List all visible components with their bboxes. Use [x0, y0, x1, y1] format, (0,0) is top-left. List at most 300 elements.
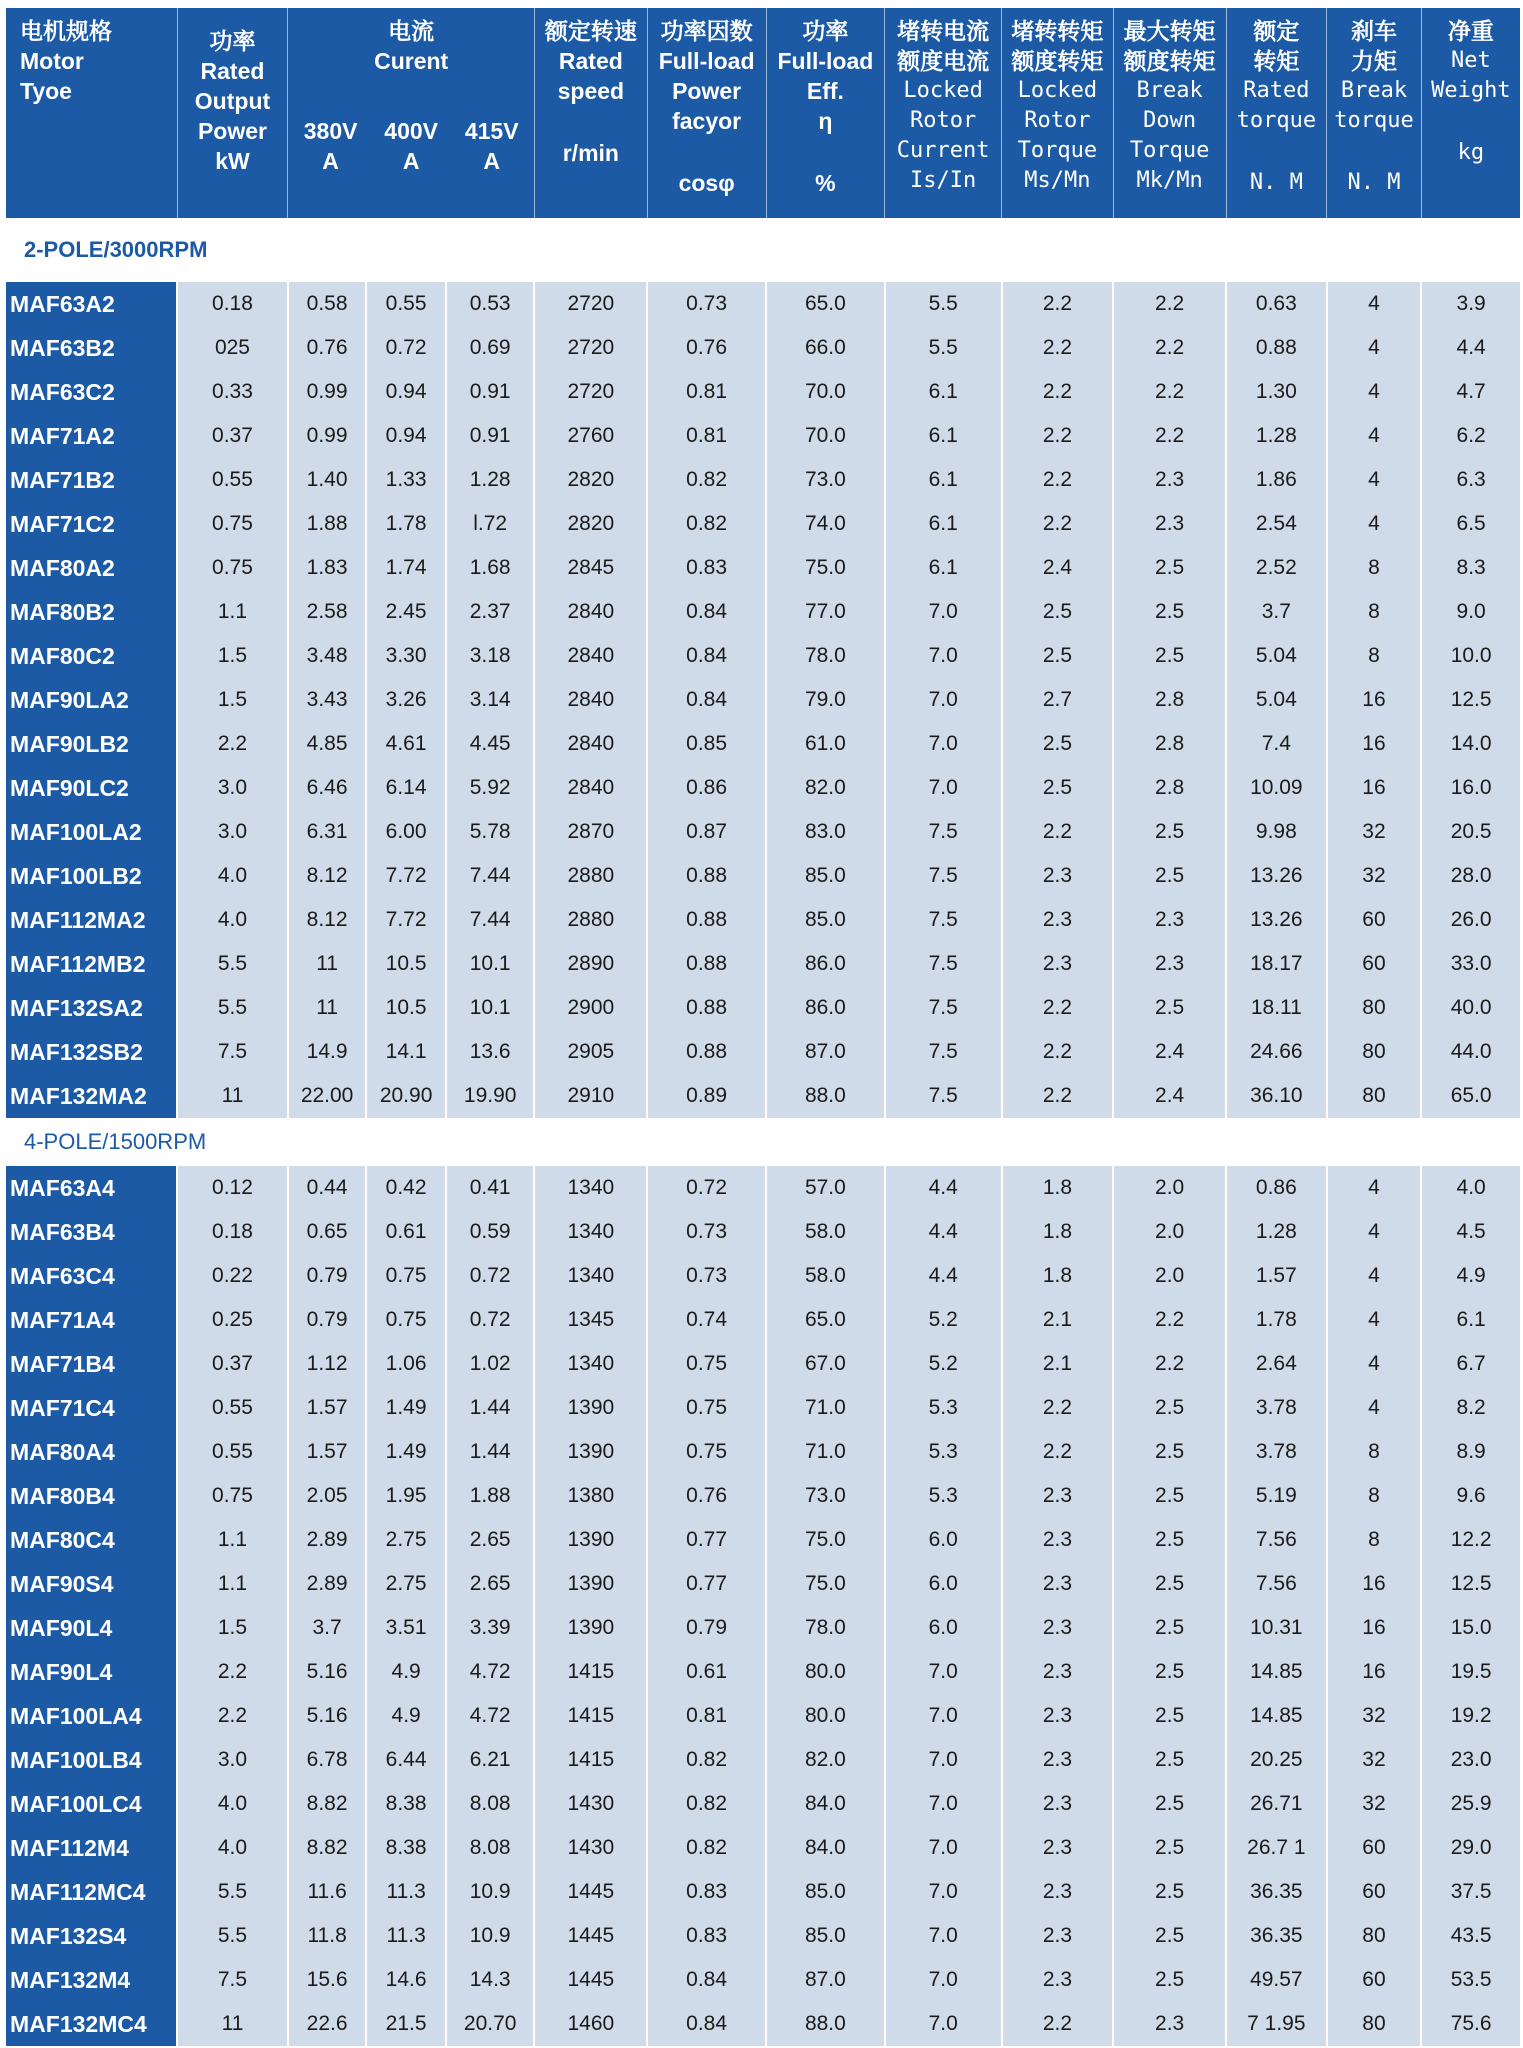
cell-rated-torque: 5.04 — [1226, 634, 1327, 678]
header-current: 电流 Curent 380V A 400V A 415V A — [288, 8, 535, 218]
cell-power-factor: 0.82 — [647, 502, 766, 546]
cell-rated-torque: 3.78 — [1226, 1386, 1327, 1430]
cell-brake-torque: 60 — [1327, 1826, 1422, 1870]
cell-power-factor: 0.88 — [647, 898, 766, 942]
cell-current-415v: 3.39 — [446, 1606, 535, 1650]
cell-speed: 2840 — [534, 678, 647, 722]
cell-rated-torque: 18.17 — [1226, 942, 1327, 986]
cell-current-380v: 1.57 — [288, 1386, 367, 1430]
cell-model: MAF63A2 — [6, 282, 177, 326]
cell-speed: 1460 — [534, 2002, 647, 2046]
header-current-415v: 415V A — [464, 118, 519, 174]
cell-net-weight: 12.2 — [1421, 1518, 1520, 1562]
cell-power: 0.12 — [177, 1166, 288, 1210]
cell-current-400v: 8.38 — [366, 1782, 446, 1826]
cell-power-factor: 0.82 — [647, 1826, 766, 1870]
cell-locked-torque: 2.3 — [1002, 1738, 1114, 1782]
cell-brake-torque: 32 — [1327, 1782, 1422, 1826]
cell-rated-torque: 1.28 — [1226, 414, 1327, 458]
cell-current-400v: 20.90 — [366, 1074, 446, 1118]
cell-breakdown-torque: 2.5 — [1113, 1474, 1226, 1518]
cell-efficiency: 75.0 — [766, 546, 885, 590]
cell-brake-torque: 16 — [1327, 722, 1422, 766]
cell-locked-torque: 2.2 — [1002, 1430, 1114, 1474]
cell-current-415v: 3.14 — [446, 678, 535, 722]
cell-current-400v: 21.5 — [366, 2002, 446, 2046]
cell-power: 5.5 — [177, 942, 288, 986]
cell-brake-torque: 32 — [1327, 1694, 1422, 1738]
table-row — [6, 414, 1520, 458]
cell-power: 3.0 — [177, 810, 288, 854]
cell-rated-torque: 36.35 — [1226, 1914, 1327, 1958]
cell-power-factor: 0.77 — [647, 1518, 766, 1562]
cell-breakdown-torque: 2.5 — [1113, 1518, 1226, 1562]
cell-model: MAF71A4 — [6, 1298, 177, 1342]
table-row — [6, 1254, 1520, 1298]
cell-power: 5.5 — [177, 1914, 288, 1958]
cell-speed: 1390 — [534, 1430, 647, 1474]
cell-current-400v: 1.49 — [366, 1386, 446, 1430]
cell-power: 1.1 — [177, 1562, 288, 1606]
cell-current-400v: 3.51 — [366, 1606, 446, 1650]
table-row — [6, 678, 1520, 722]
cell-power: 0.37 — [177, 1342, 288, 1386]
cell-model: MAF112M4 — [6, 1826, 177, 1870]
cell-current-400v: 1.95 — [366, 1474, 446, 1518]
cell-power-factor: 0.85 — [647, 722, 766, 766]
cell-efficiency: 57.0 — [766, 1166, 885, 1210]
cell-efficiency: 82.0 — [766, 766, 885, 810]
table-row — [6, 1474, 1520, 1518]
cell-power: 0.18 — [177, 282, 288, 326]
cell-net-weight: 6.7 — [1421, 1342, 1520, 1386]
cell-locked-current: 6.1 — [885, 458, 1002, 502]
cell-locked-current: 7.0 — [885, 634, 1002, 678]
cell-power-factor: 0.76 — [647, 326, 766, 370]
cell-locked-torque: 1.8 — [1002, 1210, 1114, 1254]
cell-efficiency: 86.0 — [766, 942, 885, 986]
cell-net-weight: 12.5 — [1421, 1562, 1520, 1606]
cell-current-380v: 8.12 — [288, 898, 367, 942]
cell-breakdown-torque: 2.5 — [1113, 1826, 1226, 1870]
cell-rated-torque: 2.54 — [1226, 502, 1327, 546]
cell-current-380v: 6.78 — [288, 1738, 367, 1782]
cell-rated-torque: 26.71 — [1226, 1782, 1327, 1826]
cell-net-weight: 44.0 — [1421, 1030, 1520, 1074]
cell-locked-current: 6.0 — [885, 1518, 1002, 1562]
cell-current-400v: 3.26 — [366, 678, 446, 722]
cell-breakdown-torque: 2.5 — [1113, 1738, 1226, 1782]
cell-net-weight: 9.0 — [1421, 590, 1520, 634]
cell-net-weight: 6.2 — [1421, 414, 1520, 458]
cell-locked-current: 7.0 — [885, 2002, 1002, 2046]
cell-net-weight: 25.9 — [1421, 1782, 1520, 1826]
cell-net-weight: 37.5 — [1421, 1870, 1520, 1914]
cell-net-weight: 75.6 — [1421, 2002, 1520, 2046]
cell-brake-torque: 4 — [1327, 282, 1422, 326]
cell-current-400v: 0.75 — [366, 1298, 446, 1342]
cell-brake-torque: 32 — [1327, 854, 1422, 898]
cell-net-weight: 4.7 — [1421, 370, 1520, 414]
cell-current-380v: 5.16 — [288, 1694, 367, 1738]
cell-breakdown-torque: 2.8 — [1113, 722, 1226, 766]
table-row — [6, 898, 1520, 942]
cell-current-400v: 10.5 — [366, 942, 446, 986]
cell-brake-torque: 8 — [1327, 1474, 1422, 1518]
cell-power-factor: 0.86 — [647, 766, 766, 810]
cell-current-380v: 6.46 — [288, 766, 367, 810]
cell-speed: 2840 — [534, 722, 647, 766]
cell-current-400v: 1.78 — [366, 502, 446, 546]
cell-locked-current: 7.0 — [885, 1826, 1002, 1870]
cell-breakdown-torque: 2.3 — [1113, 942, 1226, 986]
cell-power-factor: 0.83 — [647, 1914, 766, 1958]
section-4-pole — [6, 1118, 1520, 1166]
table-row — [6, 1958, 1520, 2002]
header-speed: 额定转速 Rated speed r/min — [534, 8, 647, 218]
cell-current-380v: 0.76 — [288, 326, 367, 370]
table-row — [6, 1606, 1520, 1650]
cell-current-400v: 0.75 — [366, 1254, 446, 1298]
cell-model: MAF63C2 — [6, 370, 177, 414]
cell-locked-torque: 2.3 — [1002, 1870, 1114, 1914]
cell-current-415v: 1.28 — [446, 458, 535, 502]
header-locked-current: 堵转电流 额度电流 Locked Rotor Current Is/In — [885, 8, 1002, 218]
cell-current-400v: 14.6 — [366, 1958, 446, 2002]
rows-4-pole — [6, 1166, 1520, 2046]
cell-current-380v: 3.43 — [288, 678, 367, 722]
cell-locked-current: 7.0 — [885, 722, 1002, 766]
cell-power-factor: 0.83 — [647, 1870, 766, 1914]
header-model: 电机规格 Motor Tyoe — [6, 8, 177, 218]
cell-current-415v: 1.68 — [446, 546, 535, 590]
cell-locked-current: 6.1 — [885, 370, 1002, 414]
cell-efficiency: 74.0 — [766, 502, 885, 546]
cell-power: 0.55 — [177, 458, 288, 502]
cell-brake-torque: 8 — [1327, 546, 1422, 590]
cell-locked-torque: 2.3 — [1002, 898, 1114, 942]
cell-current-400v: 1.33 — [366, 458, 446, 502]
cell-speed: 2870 — [534, 810, 647, 854]
cell-brake-torque: 8 — [1327, 634, 1422, 678]
cell-power-factor: 0.82 — [647, 458, 766, 502]
cell-current-400v: 0.55 — [366, 282, 446, 326]
header-efficiency: 功率 Full-load Eff. η % — [766, 8, 885, 218]
cell-net-weight: 33.0 — [1421, 942, 1520, 986]
cell-current-415v: 8.08 — [446, 1826, 535, 1870]
cell-rated-torque: 1.57 — [1226, 1254, 1327, 1298]
cell-locked-torque: 2.2 — [1002, 986, 1114, 1030]
cell-current-415v: 8.08 — [446, 1782, 535, 1826]
cell-locked-torque: 2.2 — [1002, 282, 1114, 326]
section-2-pole — [6, 218, 1520, 282]
cell-speed: 1340 — [534, 1210, 647, 1254]
cell-rated-torque: 7.56 — [1226, 1562, 1327, 1606]
cell-speed: 2890 — [534, 942, 647, 986]
cell-brake-torque: 60 — [1327, 942, 1422, 986]
cell-power: 0.33 — [177, 370, 288, 414]
table-row — [6, 986, 1520, 1030]
cell-power: 025 — [177, 326, 288, 370]
cell-locked-current: 7.0 — [885, 766, 1002, 810]
cell-brake-torque: 16 — [1327, 1650, 1422, 1694]
cell-power: 0.75 — [177, 1474, 288, 1518]
cell-current-380v: 6.31 — [288, 810, 367, 854]
cell-efficiency: 87.0 — [766, 1958, 885, 2002]
cell-locked-torque: 2.7 — [1002, 678, 1114, 722]
cell-rated-torque: 0.88 — [1226, 326, 1327, 370]
cell-efficiency: 65.0 — [766, 282, 885, 326]
cell-current-415v: 7.44 — [446, 898, 535, 942]
cell-current-415v: 20.70 — [446, 2002, 535, 2046]
cell-power: 1.1 — [177, 590, 288, 634]
cell-efficiency: 88.0 — [766, 2002, 885, 2046]
cell-locked-current: 7.0 — [885, 1914, 1002, 1958]
table-row — [6, 1738, 1520, 1782]
cell-model: MAF71B4 — [6, 1342, 177, 1386]
cell-rated-torque: 7 1.95 — [1226, 2002, 1327, 2046]
cell-efficiency: 67.0 — [766, 1342, 885, 1386]
cell-power-factor: 0.75 — [647, 1342, 766, 1386]
cell-locked-current: 4.4 — [885, 1166, 1002, 1210]
table-row — [6, 282, 1520, 326]
cell-efficiency: 83.0 — [766, 810, 885, 854]
cell-power-factor: 0.76 — [647, 1474, 766, 1518]
cell-model: MAF132M4 — [6, 1958, 177, 2002]
cell-power-factor: 0.88 — [647, 1030, 766, 1074]
cell-net-weight: 8.2 — [1421, 1386, 1520, 1430]
cell-locked-torque: 2.2 — [1002, 1030, 1114, 1074]
cell-current-415v: 6.21 — [446, 1738, 535, 1782]
cell-rated-torque: 1.28 — [1226, 1210, 1327, 1254]
cell-brake-torque: 8 — [1327, 1518, 1422, 1562]
cell-net-weight: 4.4 — [1421, 326, 1520, 370]
cell-efficiency: 65.0 — [766, 1298, 885, 1342]
motor-spec-table — [6, 8, 1520, 2046]
cell-current-415v: 0.53 — [446, 282, 535, 326]
cell-locked-torque: 2.2 — [1002, 458, 1114, 502]
cell-net-weight: 12.5 — [1421, 678, 1520, 722]
cell-locked-current: 7.0 — [885, 1650, 1002, 1694]
cell-current-400v: 4.61 — [366, 722, 446, 766]
cell-current-380v: 1.83 — [288, 546, 367, 590]
cell-breakdown-torque: 2.5 — [1113, 1386, 1226, 1430]
table-row — [6, 546, 1520, 590]
cell-model: MAF71B2 — [6, 458, 177, 502]
table-row — [6, 766, 1520, 810]
cell-efficiency: 75.0 — [766, 1562, 885, 1606]
cell-current-415v: 10.1 — [446, 986, 535, 1030]
cell-efficiency: 71.0 — [766, 1430, 885, 1474]
cell-power-factor: 0.87 — [647, 810, 766, 854]
table-row — [6, 942, 1520, 986]
cell-net-weight: 3.9 — [1421, 282, 1520, 326]
table-row — [6, 1074, 1520, 1118]
cell-rated-torque: 13.26 — [1226, 898, 1327, 942]
cell-brake-torque: 32 — [1327, 810, 1422, 854]
cell-rated-torque: 1.86 — [1226, 458, 1327, 502]
cell-breakdown-torque: 2.5 — [1113, 1430, 1226, 1474]
cell-power: 1.5 — [177, 678, 288, 722]
cell-model: MAF71C4 — [6, 1386, 177, 1430]
cell-rated-torque: 10.09 — [1226, 766, 1327, 810]
cell-locked-current: 5.2 — [885, 1342, 1002, 1386]
cell-current-400v: 2.45 — [366, 590, 446, 634]
cell-rated-torque: 1.30 — [1226, 370, 1327, 414]
cell-rated-torque: 13.26 — [1226, 854, 1327, 898]
cell-power-factor: 0.73 — [647, 1210, 766, 1254]
cell-breakdown-torque: 2.5 — [1113, 810, 1226, 854]
cell-locked-current: 6.1 — [885, 502, 1002, 546]
cell-current-415v: 10.1 — [446, 942, 535, 986]
cell-locked-current: 7.0 — [885, 590, 1002, 634]
cell-current-380v: 0.99 — [288, 414, 367, 458]
cell-current-380v: 0.79 — [288, 1298, 367, 1342]
cell-rated-torque: 10.31 — [1226, 1606, 1327, 1650]
cell-efficiency: 77.0 — [766, 590, 885, 634]
header-current-380v: 380V A — [303, 118, 358, 174]
cell-locked-current: 7.5 — [885, 810, 1002, 854]
cell-current-415v: 10.9 — [446, 1870, 535, 1914]
cell-brake-torque: 16 — [1327, 1562, 1422, 1606]
cell-power-factor: 0.88 — [647, 942, 766, 986]
cell-current-415v: 5.92 — [446, 766, 535, 810]
cell-locked-torque: 2.5 — [1002, 722, 1114, 766]
cell-breakdown-torque: 2.5 — [1113, 1782, 1226, 1826]
cell-locked-current: 7.0 — [885, 1870, 1002, 1914]
cell-current-400v: 14.1 — [366, 1030, 446, 1074]
cell-current-380v: 4.85 — [288, 722, 367, 766]
cell-power-factor: 0.84 — [647, 590, 766, 634]
cell-locked-torque: 2.3 — [1002, 942, 1114, 986]
cell-current-380v: 0.79 — [288, 1254, 367, 1298]
cell-model: MAF71A2 — [6, 414, 177, 458]
cell-net-weight: 28.0 — [1421, 854, 1520, 898]
cell-efficiency: 70.0 — [766, 370, 885, 414]
cell-efficiency: 66.0 — [766, 326, 885, 370]
table-row — [6, 1210, 1520, 1254]
table-row — [6, 810, 1520, 854]
table-row — [6, 1650, 1520, 1694]
cell-locked-torque: 2.3 — [1002, 1518, 1114, 1562]
cell-locked-current: 4.4 — [885, 1210, 1002, 1254]
cell-breakdown-torque: 2.5 — [1113, 1958, 1226, 2002]
cell-brake-torque: 80 — [1327, 986, 1422, 1030]
cell-current-415v: 0.91 — [446, 370, 535, 414]
cell-rated-torque: 2.52 — [1226, 546, 1327, 590]
cell-model: MAF100LB4 — [6, 1738, 177, 1782]
cell-rated-torque: 0.86 — [1226, 1166, 1327, 1210]
cell-speed: 1430 — [534, 1826, 647, 1870]
cell-breakdown-torque: 2.5 — [1113, 854, 1226, 898]
cell-current-400v: 6.44 — [366, 1738, 446, 1782]
cell-brake-torque: 80 — [1327, 2002, 1422, 2046]
cell-rated-torque: 14.85 — [1226, 1694, 1327, 1738]
cell-net-weight: 9.6 — [1421, 1474, 1520, 1518]
cell-net-weight: 43.5 — [1421, 1914, 1520, 1958]
cell-current-400v: 3.30 — [366, 634, 446, 678]
cell-current-400v: 8.38 — [366, 1826, 446, 1870]
cell-efficiency: 80.0 — [766, 1694, 885, 1738]
cell-power: 0.37 — [177, 414, 288, 458]
cell-locked-torque: 2.5 — [1002, 590, 1114, 634]
cell-locked-torque: 2.3 — [1002, 1562, 1114, 1606]
cell-power: 2.2 — [177, 1650, 288, 1694]
cell-breakdown-torque: 2.2 — [1113, 1342, 1226, 1386]
cell-speed: 1380 — [534, 1474, 647, 1518]
cell-current-380v: 15.6 — [288, 1958, 367, 2002]
cell-efficiency: 87.0 — [766, 1030, 885, 1074]
cell-brake-torque: 60 — [1327, 898, 1422, 942]
cell-current-415v: 5.78 — [446, 810, 535, 854]
cell-power-factor: 0.84 — [647, 678, 766, 722]
table-row — [6, 1826, 1520, 1870]
cell-speed: 1390 — [534, 1518, 647, 1562]
cell-current-415v: 19.90 — [446, 1074, 535, 1118]
cell-locked-torque: 2.2 — [1002, 1074, 1114, 1118]
cell-locked-torque: 2.2 — [1002, 2002, 1114, 2046]
cell-breakdown-torque: 2.5 — [1113, 546, 1226, 590]
cell-locked-current: 7.5 — [885, 854, 1002, 898]
cell-efficiency: 79.0 — [766, 678, 885, 722]
cell-current-400v: 0.94 — [366, 370, 446, 414]
cell-locked-torque: 2.2 — [1002, 326, 1114, 370]
header-power: 功率 Rated Output Power kW — [177, 8, 288, 218]
cell-rated-torque: 0.63 — [1226, 282, 1327, 326]
cell-current-400v: 6.14 — [366, 766, 446, 810]
cell-model: MAF132SA2 — [6, 986, 177, 1030]
cell-current-415v: 7.44 — [446, 854, 535, 898]
cell-breakdown-torque: 2.5 — [1113, 1562, 1226, 1606]
cell-speed: 1345 — [534, 1298, 647, 1342]
table-row — [6, 1914, 1520, 1958]
cell-model: MAF63C4 — [6, 1254, 177, 1298]
cell-breakdown-torque: 2.3 — [1113, 2002, 1226, 2046]
table-row — [6, 722, 1520, 766]
cell-net-weight: 10.0 — [1421, 634, 1520, 678]
table-row — [6, 370, 1520, 414]
cell-efficiency: 88.0 — [766, 1074, 885, 1118]
cell-power: 1.5 — [177, 634, 288, 678]
cell-speed: 2820 — [534, 502, 647, 546]
cell-power: 0.55 — [177, 1430, 288, 1474]
cell-net-weight: 8.3 — [1421, 546, 1520, 590]
cell-current-380v: 8.82 — [288, 1782, 367, 1826]
cell-power-factor: 0.88 — [647, 986, 766, 1030]
cell-net-weight: 15.0 — [1421, 1606, 1520, 1650]
header-brake-torque: 刹车 力矩 Break torque N. M — [1327, 8, 1422, 218]
cell-efficiency: 71.0 — [766, 1386, 885, 1430]
cell-current-400v: 0.72 — [366, 326, 446, 370]
cell-breakdown-torque: 2.0 — [1113, 1166, 1226, 1210]
cell-brake-torque: 4 — [1327, 1386, 1422, 1430]
table-row — [6, 1694, 1520, 1738]
cell-power: 0.18 — [177, 1210, 288, 1254]
cell-current-415v: 1.02 — [446, 1342, 535, 1386]
cell-current-380v: 14.9 — [288, 1030, 367, 1074]
cell-power-factor: 0.75 — [647, 1386, 766, 1430]
cell-breakdown-torque: 2.3 — [1113, 458, 1226, 502]
cell-current-380v: 1.40 — [288, 458, 367, 502]
cell-model: MAF80A4 — [6, 1430, 177, 1474]
cell-locked-current: 7.5 — [885, 898, 1002, 942]
cell-model: MAF112MA2 — [6, 898, 177, 942]
cell-net-weight: 53.5 — [1421, 1958, 1520, 2002]
cell-locked-torque: 2.2 — [1002, 370, 1114, 414]
cell-power: 4.0 — [177, 854, 288, 898]
cell-power-factor: 0.82 — [647, 1782, 766, 1826]
cell-rated-torque: 20.25 — [1226, 1738, 1327, 1782]
